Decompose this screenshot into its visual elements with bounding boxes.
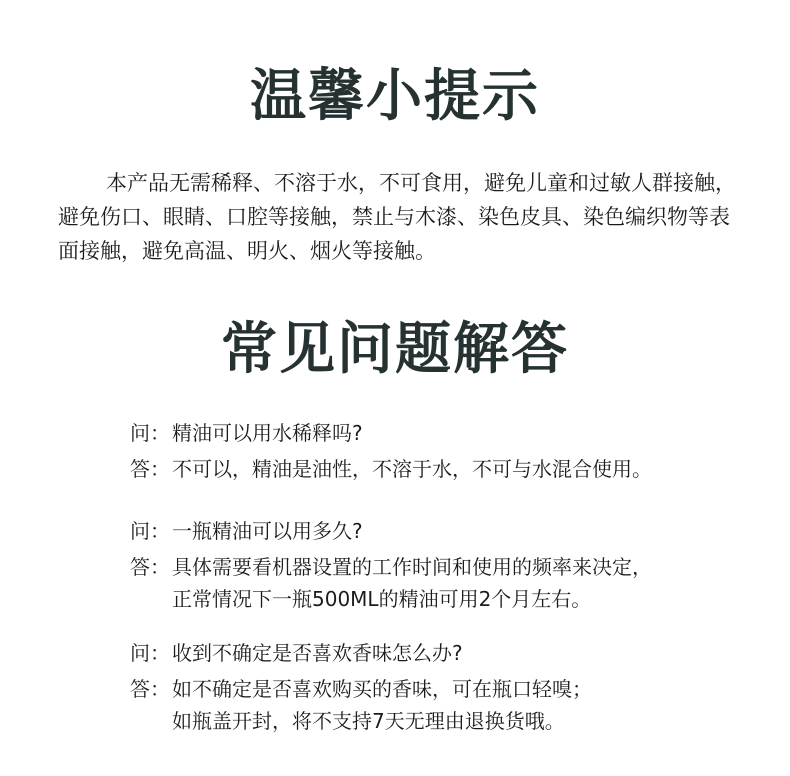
faq-item	[130, 417, 750, 485]
question-text: 收到不确定是否喜欢香味怎么办?	[172, 641, 463, 665]
answer-prefix: 答：	[130, 677, 170, 701]
answer-prefix: 答：	[130, 555, 170, 579]
answer-line: 不可以，精油是油性，不溶于水，不可与水混合使用。	[172, 457, 652, 481]
answer-line: 如瓶盖开封，将不支持7天无理由退换货哦。	[172, 709, 565, 733]
tips-heading: 温馨小提示	[250, 64, 540, 129]
faq-question	[130, 637, 750, 669]
question-prefix: 问：	[130, 641, 170, 665]
faq-answer	[130, 551, 750, 615]
answer-text	[172, 453, 750, 485]
faq-answer	[130, 453, 750, 485]
answer-line: 具体需要看机器设置的工作时间和使用的频率来决定，	[172, 555, 652, 579]
tips-line: 本产品无需稀释、不溶于水，不可食用，避免儿童和过敏人群接触，	[106, 171, 736, 195]
tips-line: 面接触，避免高温、明火、烟火等接触。	[58, 239, 436, 263]
question-prefix: 问：	[130, 421, 170, 445]
faq-item	[130, 637, 750, 737]
answer-prefix: 答：	[130, 457, 170, 481]
answer-text	[172, 673, 750, 737]
question-text: 一瓶精油可以用多久?	[172, 519, 363, 543]
answer-text	[172, 551, 750, 615]
faq-question	[130, 417, 750, 449]
faq-item	[130, 515, 750, 615]
answer-line: 正常情况下一瓶500ML的精油可用2个月左右。	[172, 587, 592, 611]
question-text: 精油可以用水稀释吗?	[172, 421, 363, 445]
tips-line: 避免伤口、眼睛、口腔等接触，禁止与木漆、染色皮具、染色编织物等表	[58, 205, 730, 229]
faq-heading: 常见问题解答	[221, 317, 569, 382]
question-prefix: 问：	[130, 519, 170, 543]
faq-question	[130, 515, 750, 547]
faq-answer	[130, 673, 750, 737]
tips-paragraph	[58, 166, 748, 268]
answer-line: 如不确定是否喜欢购买的香味，可在瓶口轻嗅；	[172, 677, 592, 701]
